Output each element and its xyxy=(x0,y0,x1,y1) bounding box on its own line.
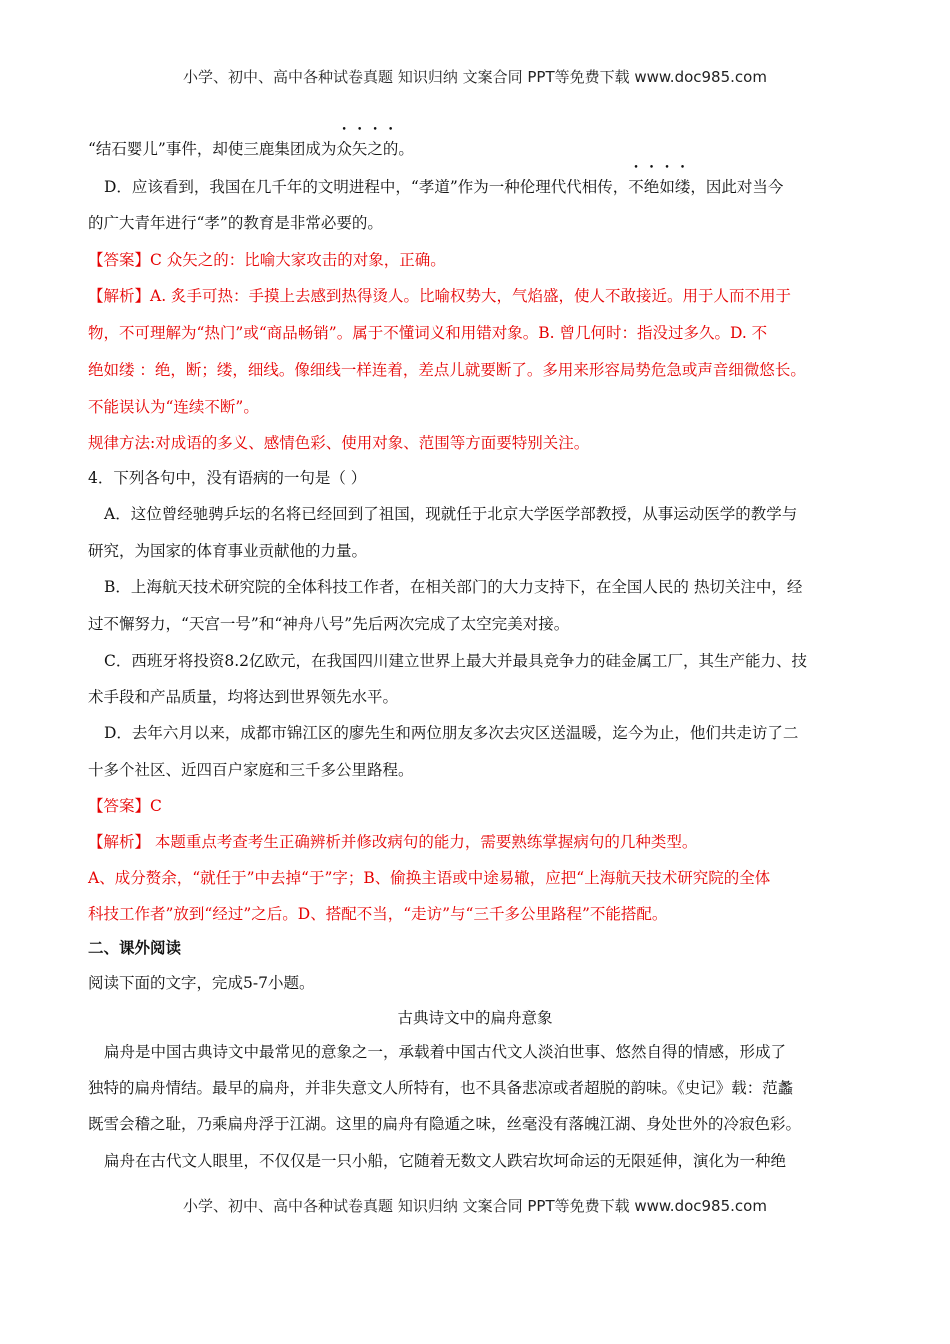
emphasis-char: 矢 xyxy=(351,140,368,158)
q4-option-d: D．去年六月以来，成都市锦江区的廖先生和两位朋友多次去灾区送温暖，迄今为止，他们共走访了二 xyxy=(104,724,799,742)
q4-option-d-cont: 十多个社区、近四百户家庭和三千多公里路程。 xyxy=(88,761,414,779)
emphasis-char: 缕 xyxy=(674,178,691,196)
q3-option-d-line1: D．应该看到，我国在几千年的文明进程中，“孝道”作为一种伦理代代相传，不绝如缕，因此对当今 xyxy=(104,178,784,196)
q3-analysis-line: 不能误认为“连续不断”。 xyxy=(88,398,259,416)
q3-analysis-line: 【解析】A. 炙手可热：手摸上去感到热得烫人。比喻权势大，气焰盛，使人不敢接近。用于人而不用于 xyxy=(88,287,792,305)
article-paragraph-line: 扁舟在古代文人眼里，不仅仅是一只小船，它随着无数文人跌宕坎坷命运的无限延伸，演化为一种绝 xyxy=(104,1152,787,1170)
q3-option-c-tail: “结石婴儿”事件，却使三鹿集团成为众矢之的。 xyxy=(88,140,414,158)
reading-instruction: 阅读下面的文字，完成5-7小题。 xyxy=(88,974,315,992)
emphasis-char: 之 xyxy=(367,140,383,158)
q3-option-d-line2: 的广大青年进行“孝”的教育是非常必要的。 xyxy=(88,214,383,232)
emphasis-char: 如 xyxy=(659,178,675,196)
q3-answer: 【答案】C 众矢之的：比喻大家攻击的对象，正确。 xyxy=(88,251,446,269)
q4-option-b-cont: 过不懈努力，“天宫一号”和“神舟八号”先后两次完成了太空完美对接。 xyxy=(88,615,570,633)
page-footer: 小学、初中、高中各种试卷真题 知识归纳 文案合同 PPT等免费下载 www.doc985.com xyxy=(183,1197,767,1215)
q4-option-a: A．这位曾经驰骋乒坛的名将已经回到了祖国，现就任于北京大学医学部教授，从事运动医学的教学与 xyxy=(104,505,798,523)
q3-method-note: 规律方法:对成语的多义、感情色彩、使用对象、范围等方面要特别关注。 xyxy=(88,434,590,452)
q4-analysis-line: A、成分赘余，“就任于”中去掉“于”字；B、偷换主语或中途易辙，应把“上海航天技术研究院的全体 xyxy=(88,869,771,887)
emphasis-char: 众 xyxy=(336,140,352,158)
emphasis-char: 的 xyxy=(382,140,399,158)
q3-analysis-line: 绝如缕 ：绝，断；缕，细线。像细线一样连着，差点儿就要断了。多用来形容局势危急或声音细微悠长。 xyxy=(88,361,806,379)
article-title: 古典诗文中的扁舟意象 xyxy=(397,1009,553,1027)
emphasis-char: 绝 xyxy=(643,178,660,196)
article-paragraph-line: 扁舟是中国古典诗文中最常见的意象之一，承载着中国古代文人淡泊世事、悠然自得的情感，形成了 xyxy=(104,1043,787,1061)
article-paragraph-line: 独特的扁舟情结。最早的扁舟，并非失意文人所特有，也不具备悲凉或者超脱的韵味。《史记》载：范蠡 xyxy=(88,1079,794,1097)
section-heading: 二、课外阅读 xyxy=(88,938,182,957)
q4-option-b: B．上海航天技术研究院的全体科技工作者，在相关部门的大力支持下，在全国人民的 热切关注中，经 xyxy=(104,578,803,596)
q4-option-c-cont: 术手段和产品质量，均将达到世界领先水平。 xyxy=(88,688,399,706)
page-header: 小学、初中、高中各种试卷真题 知识归纳 文案合同 PPT等免费下载 www.doc985.com xyxy=(183,68,767,86)
q3-analysis-line: 物，不可理解为“热门”或“商品畅销”。属于不懂词义和用错对象。B. 曾几何时：指没过多久。D. 不 xyxy=(88,324,768,342)
q4-option-a-cont: 研究，为国家的体育事业贡献他的力量。 xyxy=(88,542,368,560)
q4-analysis-line: 【解析】 本题重点考查考生正确辨析并修改病句的能力，需要熟练掌握病句的几种类型。 xyxy=(88,833,698,851)
article-paragraph-line: 既雪会稽之耻，乃乘扁舟浮于江湖。这里的扁舟有隐遁之味，丝毫没有落魄江湖、身处世外的冷寂色彩。 xyxy=(88,1115,802,1133)
q4-option-c: C．西班牙将投资8.2亿欧元，在我国四川建立世界上最大并最具竞争力的硅金属工厂，其生产能力、技 xyxy=(104,652,808,670)
q4-answer: 【答案】C xyxy=(88,797,162,815)
emphasis-char: 不 xyxy=(628,178,644,196)
q4-stem: 4．下列各句中，没有语病的一句是（ ） xyxy=(88,469,367,487)
q4-analysis-line: 科技工作者”放到“经过”之后。D、搭配不当，“走访”与“三千多公里路程”不能搭配。 xyxy=(88,905,668,923)
